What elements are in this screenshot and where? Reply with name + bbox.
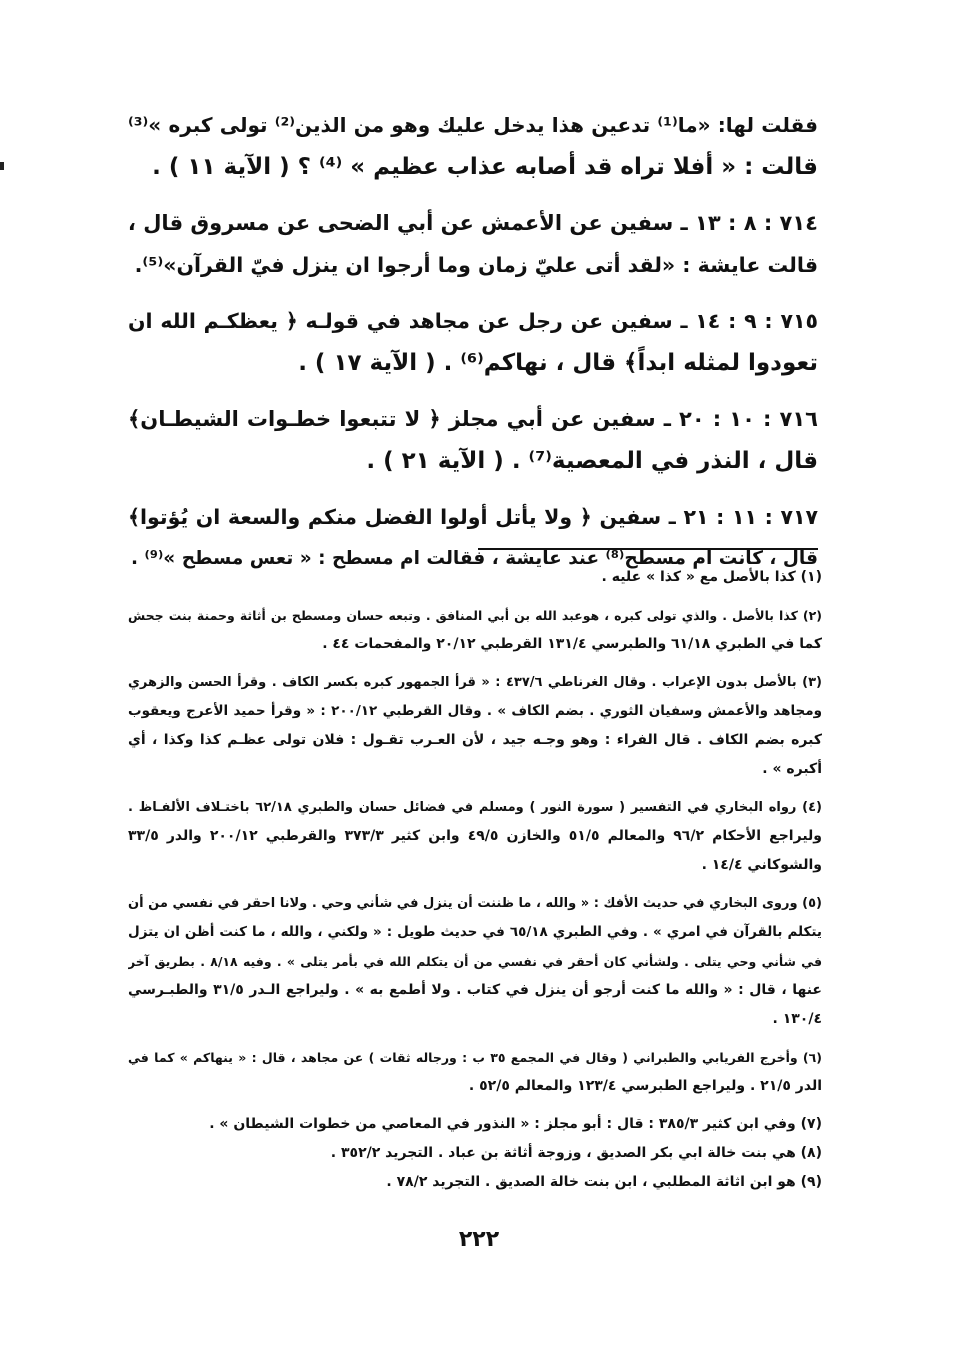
- text-line: ٧١٤ : ٨ : ١٣ ـ سفين عن الأعمش عن أبي الضحى عن مسروق قال ،: [128, 211, 818, 235]
- text-line: قال ، كانت ام مسطح⁽⁸⁾ عند عايشة ، فقالت ام مسطح : « تعس مسطح »⁽⁹⁾ .: [131, 548, 818, 569]
- footnote-line: في شأني وحي يتلى . ولشأني كان أحقر في نفسي من أن يتكلم الله في بأمر يتلى » . وفيه ٨/١٨ . بطريق آخر: [128, 954, 822, 969]
- text-entry: [128, 104, 818, 188]
- footnote-line: (٨) هي بنت خالة ابي بكر الصديق ، وزوجة أثاثة بن عباد . التجريد ٣٥٢/٢ .: [330, 1145, 822, 1161]
- footnote-4: [128, 793, 822, 880]
- footnote-3: [128, 668, 822, 784]
- footnote-6: [128, 1043, 822, 1101]
- text-line: ٧١٥ : ٩ : ١٤ ـ سفين عن رجل عن مجاهد في قولـه ﴿ يعظكـم الله ان: [128, 309, 818, 333]
- footnote-line: كما في الطبري ٦١/١٨ والطبرسي ١٣١/٤ القرطبي ٢٠/١٢ والمفحمات ٤٤ .: [322, 636, 822, 652]
- text-line: فقلت لها: «ما⁽¹⁾ تدعين هذا يدخل عليك وهو من الذين⁽²⁾ تولى كبره »⁽³⁾: [128, 113, 818, 137]
- text-entry: [128, 300, 818, 384]
- footnote-line: ومجاهد والأعمش وسفيان الثوري . بضم الكاف » . وقال القرطبي ٢٠٠/١٢ : « وقرأ حميد الأعرج ويعقوب: [128, 703, 822, 719]
- text-line: قالت : « أفلا تراه قد أصابه عذاب عظيم » ⁽⁴⁾ ؟ ( الآية ١١ ) .: [152, 154, 818, 180]
- text-line: قال ، النذر في المعصية⁽⁷⁾ . ( الآية ٢١ ) .: [366, 448, 818, 474]
- footnote-divider: [478, 548, 818, 550]
- footnote-5: [128, 889, 822, 1034]
- footnote-line: (١) كذا بالأصل مع « كذا » عليه .: [601, 569, 822, 585]
- footnote-line: يتكلم بالقرآن في امري » . وفي الطبري ٦٥/١٨ في حديث طويل : « ولكني ، والله ، ما كنت أظن ان يتزل: [128, 924, 822, 940]
- footnote-line: (٤) رواه البخاري في التفسير ( سورة النور ) ومسلم في فضائل حسان والطبري ٦٢/١٨ باختـلاف الألفـاظ .: [128, 800, 822, 815]
- footnote-8: [128, 1139, 822, 1168]
- scan-edge-mark: [0, 162, 4, 170]
- footnote-line: (٧) وفي ابن كثير ٣٨٥/٣ : قال : أبو مجلز : « النذور في المعاصي من خطوات الشيطان » .: [209, 1116, 822, 1132]
- text-line: تعودوا لمثله ابداً﴾ قال ، نهاكم⁽⁶⁾ . ( الآية ١٧ ) .: [298, 350, 818, 376]
- footnote-2: [128, 601, 822, 659]
- footnote-line: (٢) كذا بالأصل . والذي تولى كبره ، هوعبد الله بن أبي المنافق . وتبعه حسان ومسطح بن أثاثة وحمنة بنت جحش: [128, 608, 822, 623]
- footnote-line: (٣) بالأصل بدون الإعراب . وقال الغرناطي ٤٣٧/٦ : « قرأ الجمهور كبره بكسر الكاف . وقرأ الحسن والزهري: [128, 675, 822, 690]
- text-line: قالت عايشة : «لقد أتى عليّ زمان وما أرجوا ان ينزل فيّ القرآن»⁽⁵⁾.: [134, 253, 818, 277]
- main-text: [128, 104, 818, 594]
- footnote-line: (٩) هو ابن اثاثة المطلبي ، ابن بنت خالة الصديق . التجريد ٧٨/٢ .: [386, 1174, 822, 1190]
- footnote-line: والشوكاني ١٤/٤ .: [701, 857, 822, 873]
- footnote-7: [128, 1110, 822, 1139]
- text-entry: [128, 398, 818, 482]
- footnotes: [128, 563, 822, 1197]
- footnote-line: ١٣٠/٤ .: [772, 1011, 822, 1027]
- footnote-line: وليراجع الأحكام ٩٦/٢ والمعالم ٥١/٥ والخازن ٤٩/٥ وابن كثير ٣٧٣/٣ والقرطبي ٢٠٠/١٢ والدر ٣٣/٥: [128, 828, 822, 844]
- footnote-line: (٥) وروى البخاري في حديث الأفك : « والله ، ما ظننت أن ينزل في شأني وحي . ولانا احقر في نفسي من أن: [128, 896, 822, 911]
- text-line: ٧١٦ : ١٠ : ٢٠ ـ سفين عن أبي مجلز ﴿ لا تتبعوا خطـوات الشيطـان﴾: [128, 407, 818, 431]
- text-line: ٧١٧ : ١١ : ٢١ ـ سفين ﴿ ولا يأتل أولوا الفضل منكم والسعة ان يُؤتوا﴾: [128, 505, 818, 529]
- footnote-1: [128, 563, 822, 592]
- footnote-line: الدر ٢١/٥ . وليراجع الطبرسي ١٢٣/٤ والمعالم ٥٢/٥ .: [468, 1078, 822, 1094]
- page-number: ٢٢٢: [458, 1227, 500, 1252]
- footnote-line: كبره بضم الكاف . قال الفراء : وهو وجـه جيد ، لأن العـرب تقـول : فلان تولى عظـم كذا وكذا ، أي: [128, 732, 822, 748]
- footnote-9: [128, 1168, 822, 1197]
- text-entry: [128, 202, 818, 286]
- footnote-line: أكبره » .: [762, 761, 822, 777]
- footnote-line: (٦) وأخرج الفريابي والطبراني ( وقال في المجمع ٣٥ ب : ورجاله ثقات ) عن مجاهد ، قال : « ينهاكم » كما في: [128, 1050, 822, 1065]
- footnote-line: عنها ، قال : « والله ما كنت أرجو أن ينزل في كتاب . ولا أطمع به » . وليراجع الـدر ٣١/٥ والطبـرسي: [128, 982, 822, 998]
